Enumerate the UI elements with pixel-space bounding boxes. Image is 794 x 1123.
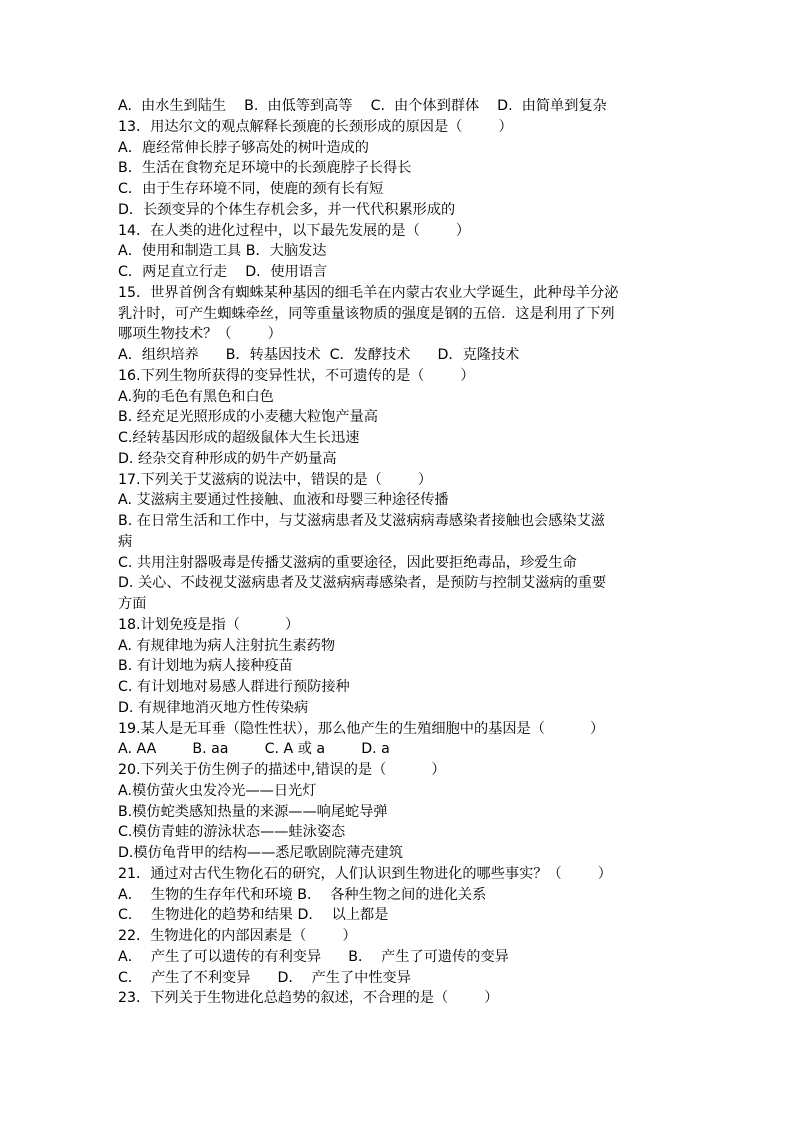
- question-14-stem: 14．在人类的进化过程中，以下最先发展的是（ ）: [118, 222, 471, 239]
- question-19-stem: 19.某人是无耳垂（隐性性状），那么他产生的生殖细胞中的基因是（ ）: [118, 720, 605, 737]
- option-line: B. 经充足光照形成的小麦穗大粒饱产量高: [118, 409, 378, 426]
- option-line: A． 生物的生存年代和环境 B． 各种生物之间的进化关系: [118, 886, 487, 903]
- option-line: A． 产生了可以遗传的有利变异 B． 产生了可遗传的变异: [118, 948, 509, 965]
- question-21-stem: 21．通过对古代生物化石的研究，人们认识到生物进化的哪些事实？（ ）: [118, 865, 612, 882]
- option-line: A. 艾滋病主要通过性接触、血液和母婴三种途径传播: [118, 492, 449, 509]
- option-line: D. 有规律地消灭地方性传染病: [118, 699, 309, 716]
- option-line: A．使用和制造工具 B．大脑发达: [118, 243, 327, 260]
- option-line: A. AA B. aa C. A 或 a D. a: [118, 741, 390, 758]
- text-line: A. 由水生到陆生 B. 由低等到高等 C. 由个体到群体 D. 由简单到复杂: [118, 98, 607, 114]
- option-line: D.模仿龟背甲的结构——悉尼歌剧院薄壳建筑: [118, 845, 403, 861]
- option-line: C.模仿青蛙的游泳状态——蛙泳姿态: [118, 824, 346, 841]
- option-line: C． 生物进化的趋势和结果 D． 以上都是: [118, 907, 389, 924]
- option-line: C．由于生存环境不同，使鹿的颈有长有短: [118, 181, 384, 197]
- question-22-stem: 22．生物进化的内部因素是（ ）: [118, 928, 357, 944]
- option-line: A．组织培养 B．转基因技术 C．发酵技术 D．克隆技术: [118, 347, 520, 363]
- option-line: D. 关心、不歧视艾滋病患者及艾滋病病毒感染者，是预防与控制艾滋病的重要: [118, 575, 607, 592]
- question-20-stem: 20.下列关于仿生例子的描述中,错误的是（ ）: [118, 762, 446, 778]
- option-line: C. 有计划地对易感人群进行预防接种: [118, 679, 350, 695]
- option-line-cont: 方面: [118, 596, 147, 612]
- option-line: B．生活在食物充足环境中的长颈鹿脖子长得长: [118, 160, 412, 177]
- option-line: A．鹿经常伸长脖子够高处的树叶造成的: [118, 139, 369, 156]
- option-line: D．长颈变异的个体生存机会多，并一代代积累形成的: [118, 201, 456, 218]
- option-line: D. 经杂交育种形成的奶牛产奶量高: [118, 450, 337, 467]
- option-line-cont: 病: [118, 533, 133, 550]
- option-line: B. 在日常生活和工作中，与艾滋病患者及艾滋病病毒感染者接触也会感染艾滋: [118, 513, 605, 529]
- question-text-block: [118, 96, 688, 1009]
- question-23-stem: 23．下列关于生物进化总趋势的叙述，不合理的是（ ）: [118, 990, 499, 1007]
- question-13-stem: 13．用达尔文的观点解释长颈鹿的长颈形成的原因是（ ）: [118, 118, 513, 135]
- question-18-stem: 18.计划免疫是指（ ）: [118, 616, 300, 633]
- option-line: C． 产生了不利变异 D． 产生了中性变异: [118, 969, 411, 986]
- question-15-stem: 15．世界首例含有蜘蛛某种基因的细毛羊在内蒙古农业大学诞生，此种母羊分泌: [118, 284, 619, 301]
- question-15-stem-cont: 乳汁时，可产生蜘蛛牵丝，同等重量该物质的强度是钢的五倍．这是利用了下列: [118, 305, 615, 322]
- option-line: A.模仿萤火虫发冷光——日光灯: [118, 782, 317, 799]
- option-line: C. 共用注射器吸毒是传播艾滋病的重要途径，因此要拒绝毒品，珍爱生命: [118, 554, 577, 571]
- option-line: A.狗的毛色有黑色和白色: [118, 388, 274, 405]
- option-line: C.经转基因形成的超级鼠体大生长迅速: [118, 430, 360, 446]
- option-line: B. 有计划地为病人接种疫苗: [118, 658, 293, 675]
- question-17-stem: 17.下列关于艾滋病的说法中，错误的是（ ）: [118, 471, 433, 488]
- question-16-stem: 16.下列生物所获得的变异性状，不可遗传的是（ ）: [118, 367, 475, 384]
- question-15-stem-cont: 哪项生物技术？（ ）: [118, 326, 282, 343]
- option-line: A. 有规律地为病人注射抗生素药物: [118, 637, 336, 654]
- option-line: B.模仿蛇类感知热量的来源——响尾蛇导弹: [118, 803, 388, 820]
- option-line: C．两足直立行走 D．使用语言: [118, 264, 328, 280]
